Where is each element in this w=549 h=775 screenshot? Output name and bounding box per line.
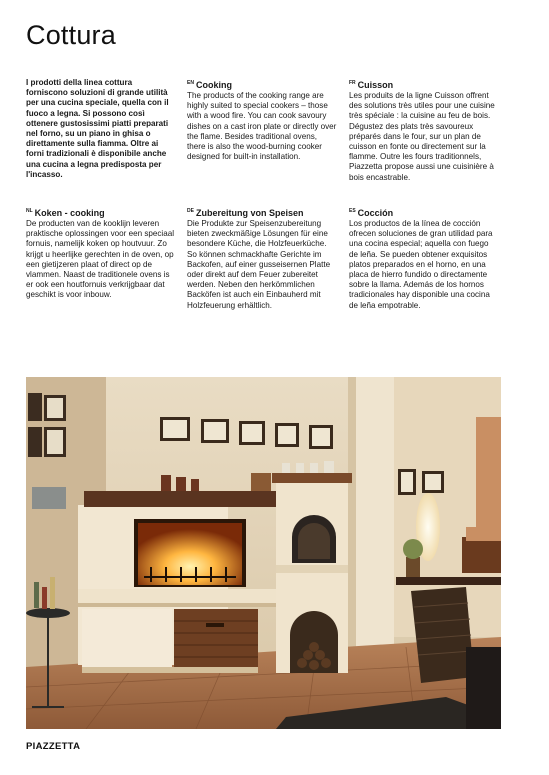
lang-code-de: DE <box>187 208 194 214</box>
curtain <box>476 417 501 537</box>
body-text-de: Die Produkte zur Speisenzubereitung bieten zweckmäßige Lösungen für eine besondere Küche, die Holzfeuerküche. So können schmackhafte Gerichte im Backofen, auf einer gusseisernen Platte oder direkt auf dem Feuer zubereitet werden. Neben den herkömmlichen Backöfen ist auch ein Einbauherd mit Holzfeuerung erhältlich. <box>187 219 331 310</box>
text-block-en <box>187 78 337 162</box>
text-block-it <box>26 78 176 180</box>
heading-de <box>187 206 337 219</box>
wood-oven <box>272 461 352 673</box>
dark-chair <box>466 647 501 729</box>
body-text-nl: De producten van de kooklijn leveren praktische oplossingen voor een speciaal fornuis, namelijk koken op houtvuur. Zo krijgt u heerlijke gerechten in de oven, op een gietijzeren plaat of direct op de vlammen. Naast de traditionele ovens is er ook een houtfornuis verkrijgbaar dat geschikt is voor inbouw. <box>26 219 175 300</box>
heading-en <box>187 78 337 91</box>
heading-en-label: Cooking <box>195 80 232 90</box>
mantel-beam <box>84 491 280 507</box>
fireplace-photo <box>26 377 501 729</box>
brand-footer: PIAZZETTA <box>26 741 81 752</box>
wood-storage-door <box>174 609 258 673</box>
fireplace-illustration <box>26 377 501 729</box>
intro-text-it: I prodotti della linea cottura forniscono soluzioni di grande utilità per una cucina speciale, quella con il fuoco a legna. Si possono così ottenere gustosissimi piatti preparati nel forno, su un piano in ghisa o direttamente sulla fiamma. Oltre ai forni tradizionali è disponibile anche una cucina a legna predisposta per l'incasso. <box>26 78 169 179</box>
lang-code-fr: FR <box>349 80 356 86</box>
vase <box>406 557 420 579</box>
heading-nl <box>26 206 176 219</box>
page-title: Cottura <box>26 20 116 50</box>
armchair <box>462 537 501 573</box>
body-text-fr: Les produits de la ligne Cuisson offrent des solutions très utiles pour une cuisine très spéciale : la cuisine au feu de bois. Dégustez des plats très savoureux préparés dans le four, sur un plan de cuisson en fonte ou directement sur la flamme. Outre les fours traditionnels, Piazzetta propose aussi une cuisinière à bois encastrable. <box>349 91 495 182</box>
body-text-en: The products of the cooking range are highly suited to special cookers – those with a wood fire. You can cook savoury dishes on a cast iron plate or directly over the flame. Besides traditional ovens, there is also the wood-burning cooker designed for built-in installation. <box>187 91 337 162</box>
heading-nl-label: Koken - cooking <box>34 208 105 218</box>
text-block-fr <box>349 78 499 183</box>
text-block-nl <box>26 206 176 301</box>
body-text-es: Los productos de la línea de cocción ofrecen soluciones de gran utilidad para una cocina especial; aquella con fuego de leña. Se pueden obtener exquisitos platos preparados en el horno, en una placa de hierro fundido o directamente sobre la llama. Además de los hornos tradicionales hay disponible una cocina de leña empotrable. <box>349 219 493 310</box>
text-block-de <box>187 206 337 311</box>
heading-fr-label: Cuisson <box>357 80 394 90</box>
heading-de-label: Zubereitung von Speisen <box>195 208 304 218</box>
heading-es-label: Cocción <box>357 208 394 218</box>
heading-fr <box>349 78 499 91</box>
text-block-es <box>349 206 499 311</box>
heading-es <box>349 206 499 219</box>
lang-code-nl: NL <box>26 208 33 214</box>
lang-code-es: ES <box>349 208 356 214</box>
lang-code-en: EN <box>187 80 194 86</box>
